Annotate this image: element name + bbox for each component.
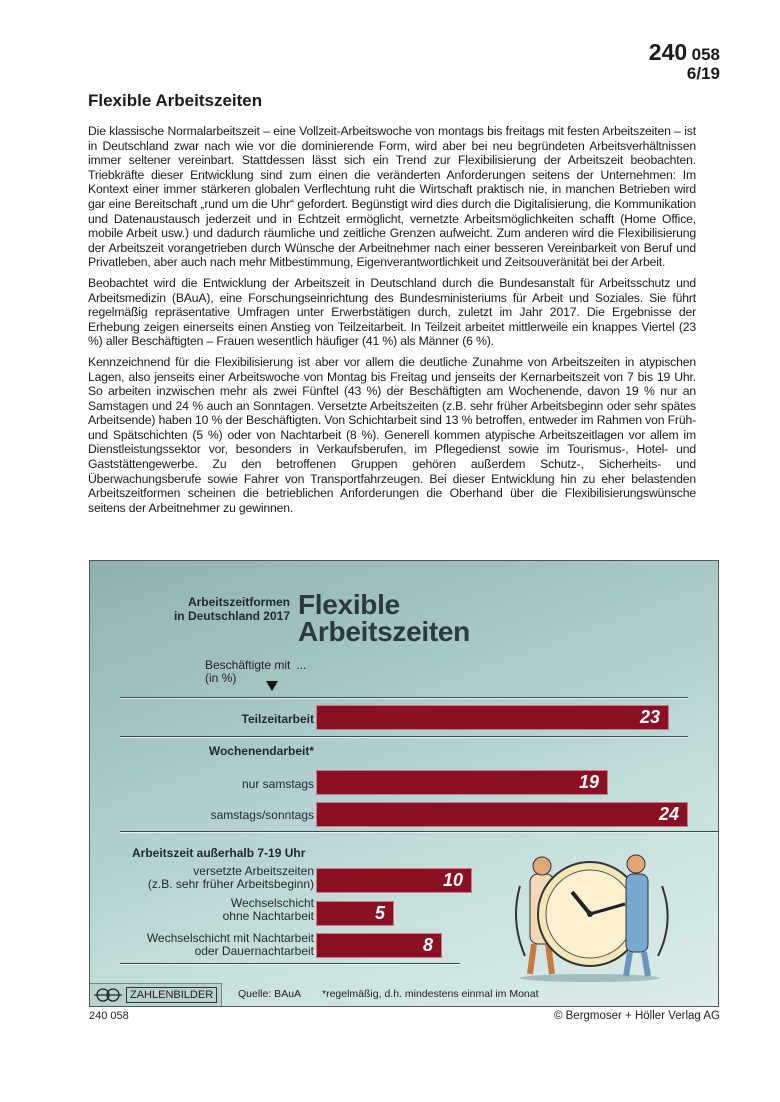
unit-label-line2: (in %)	[205, 671, 237, 685]
doc-number-main: 240	[648, 39, 688, 65]
row-label-line1: versetzte Arbeitszeiten	[193, 864, 314, 878]
bar-value: 24	[658, 804, 679, 824]
chart-subtitle-line1: Arbeitszeitformen	[187, 595, 290, 609]
chart-title-line1: Flexible	[298, 589, 400, 620]
clock-illustration-icon	[490, 846, 690, 986]
row-label-line2: ohne Nachtarbeit	[222, 909, 314, 923]
row-label-samstags-sonntags: samstags/sonntags	[210, 808, 314, 822]
row-label-line1: Wechselschicht mit Nachtarbeit	[146, 931, 314, 945]
chart-source: Quelle: BAuA	[238, 988, 302, 1000]
doc-number-sub: 058	[691, 45, 720, 64]
down-arrow-icon	[266, 681, 278, 691]
article-title: Flexible Arbeitszeiten	[88, 91, 263, 110]
footer-doc-number: 240 058	[89, 1010, 129, 1022]
bar-value: 23	[639, 707, 660, 727]
chart-subtitle	[170, 595, 290, 623]
row-label-line1: Wechselschicht	[230, 896, 314, 910]
bar-wechselschicht-ohne	[316, 901, 394, 926]
row-label-line2: (z.B. sehr früher Arbeitsbeginn)	[147, 877, 314, 891]
row-label-teilzeit: Teilzeitarbeit	[241, 712, 314, 726]
bar-wechselschicht-mit	[316, 933, 442, 958]
bar-value: 5	[374, 903, 385, 923]
divider	[120, 697, 688, 699]
paragraph-2: Beobachtet wird die Entwicklung der Arbeitszeit in Deutschland durch die Bundesanstalt für Arbeitsschutz und Arbeitsmedizin (BAuA), eine Forschungseinrichtung des Bundesministeriums für Arbeit und Soziales. Sie führt regelmäßig repräsentative Umfragen unter Erwerbstätigen durch, zuletzt im Jahr 2017. Die Ergebnisse der Erhebung zeigen einerseits einen Anstieg von Teilzeitarbeit. In Teilzeit arbeitet mittlerweile ein knappes Viertel (23 %) aller Beschäftigten – Frauen wesentlich häufiger (41 %) als Männer (6 %).	[88, 275, 696, 349]
bar-value: 8	[422, 935, 433, 955]
paragraph-1: Die klassische Normalarbeitszeit – eine Vollzeit-Arbeitswoche von montags bis freitags mit festen Arbeitszeiten – ist in Deutschland zwar nach wie vor die dominierende Form, wird aber bei neu begründeten Arbeitsverhältnissen immer seltener vereinbart. Stattdessen lässt sich ein Trend zur Flexibilisierung der Arbeitszeit beobachten. Triebkräfte dieser Entwicklung sind zum einen die veränderten Anforderungen seitens der Unternehmen: Im Kontext einer immer stärkeren globalen Verflechtung ruht die Wirtschaft praktisch nie, in manchen Betrieben wird gar eine Bereitschaft „rund um die Uhr“ gefordert. Begünstigt wird dies durch die Digitalisierung, die Kommunikation und Datenaustausch jederzeit und in Echtzeit ermöglicht, vernetzte Arbeitsmöglichkeiten schafft (Home Office, mobile Arbeit usw.) und dadurch räumliche und zeitliche Grenzen aufweicht. Zum anderen wird die Flexibilisierung der Arbeitszeit vorangetrieben durch Wünsche der Arbeitnehmer nach einer besseren Vereinbarkeit von Beruf und Privatleben, aber auch nach mehr Mitbestimmung, Eigenverantwortlichkeit und Zeitsouveränität bei der Arbeit.	[88, 124, 696, 270]
divider	[120, 831, 719, 833]
chart-subtitle-line2: in Deutschland 2017	[173, 609, 290, 623]
chart-title-line2: Arbeitszeiten	[298, 616, 470, 647]
group-label-outside-hours: Arbeitszeit außerhalb 7-19 Uhr	[132, 846, 306, 860]
bar-value: 19	[578, 772, 599, 792]
bar-value: 10	[442, 870, 463, 890]
chart-footnote: *regelmäßig, d.h. mindestens einmal im Monat	[322, 988, 539, 1000]
row-label-versetzt	[148, 865, 314, 891]
divider	[120, 963, 460, 965]
paragraph-3: Kennzeichnend für die Flexibilisierung ist aber vor allem die deutliche Zunahme von Arbeitszeiten in atypischen Lagen, also jenseits einer Arbeitswoche von Montag bis Freitag und jenseits der Kernarbeitszeit von 7 bis 19 Uhr. So arbeiten inzwischen mehr als zwei Fünftel (43 %) der Beschäftigten am Wochenende, davon 19 % nur an Samstagen und 24 % auch an Sonntagen. Versetzte Arbeitszeiten (z.B. sehr früher Arbeitsbeginn oder sehr spätes Arbeitsende) haben 10 % der Beschäftigten. Von Schichtarbeit sind 13 % betroffen, entweder im Rahmen von Früh- und Spätschichten (5 %) oder von Nachtarbeit (8 %). Generell kommen atypische Arbeitszeitlagen vor allem im Dienstleistungssektor vor, besonders in Verkaufsberufen, im Pflegedienst sowie im Tourismus-, Hotel- und Gaststättengewerbe. Zu den betroffenen Gruppen gehören außerdem Schutz-, Sicherheits- und Überwachungsberufe sowie Fahrer von Transportfahrzeugen. Bei dieser Entwicklung hin zu eher belastenden Arbeitszeitformen scheinen die betrieblichen Anforderungen die Oberhand über die Flexibilisierungswünsche seitens der Arbeitnehmer zu gewinnen.	[88, 354, 696, 515]
logo-mark-icon	[94, 988, 122, 1002]
row-label-wechselschicht-ohne	[223, 897, 314, 923]
bar-samstags-sonntags	[316, 802, 688, 827]
row-label-wechselschicht-mit	[147, 932, 314, 958]
row-label-nur-samstags: nur samstags	[241, 777, 314, 791]
footer-copyright: © Bergmoser + Höller Verlag AG	[553, 1010, 720, 1022]
zahlenbilder-logo	[90, 983, 222, 1006]
unit-label-line1: Beschäftigte mit	[205, 658, 291, 672]
unit-dots: ...	[296, 658, 307, 672]
logo-label: ZAHLENBILDER	[126, 987, 217, 1003]
bar-teilzeit	[316, 705, 669, 730]
bar-versetzt	[316, 868, 472, 893]
document-number	[649, 40, 720, 83]
chart-title	[298, 591, 470, 645]
group-label-weekend: Wochenendarbeit*	[208, 744, 314, 758]
issue-date: 6/19	[686, 63, 720, 83]
bar-chart	[89, 560, 719, 1007]
article-body	[88, 124, 696, 521]
unit-label	[205, 659, 306, 685]
row-label-line2: oder Dauernachtarbeit	[194, 944, 314, 958]
bar-nur-samstags	[316, 770, 608, 795]
divider	[120, 736, 688, 738]
